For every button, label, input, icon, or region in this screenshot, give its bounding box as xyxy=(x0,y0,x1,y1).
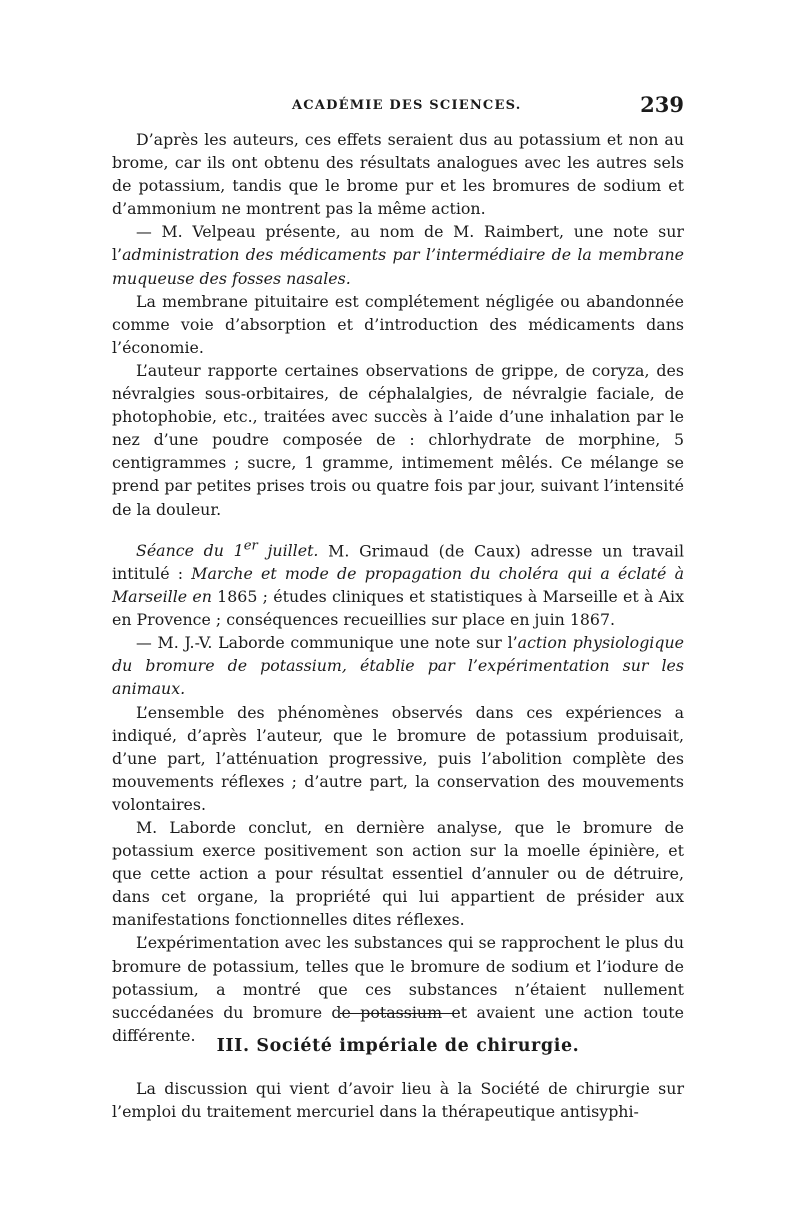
paragraph-laborde-note xyxy=(112,631,684,700)
laborde-note-title: action physiologique du bromure de potassium, établie par l’expérimentation sur les animaux. xyxy=(112,633,684,699)
section-heading: III. Société impériale de chirurgie. xyxy=(216,1036,580,1056)
paragraph-velpeau-note xyxy=(112,220,684,289)
section-text xyxy=(112,1077,684,1123)
velpeau-lead: — M. Velpeau présente, au nom de M. Raimbert, une note sur l’ xyxy=(112,222,684,265)
grimaud-lead: M. Grimaud (de Caux) adresse un travail intitulé : xyxy=(112,540,684,583)
paragraph-inhalation-treatment: L’auteur rapporte certaines observations de grippe, de coryza, des névralgies sous-orbitaires, de céphalalgies, de névralgie faciale, de photophobie, etc., traitées avec succès à l’aide d’une inhalation par le nez d’une poudre composée de : chlorhydrate de morphine, 5 centigrammes ; sucre, 1 gramme, intimement mêlés. Ce mélange se prend par petites prises trois ou quatre fois par jour, suivant l’intensité de la douleur. xyxy=(112,360,684,519)
paragraph-bromine-effects: D’après les auteurs, ces effets seraient dus au potassium et non au brome, car ils ont obtenu des résultats analogues avec les autres sels de potassium, tandis que le brome pur et les bromures de sodium et d’ammonium ne montrent pas la même action. xyxy=(112,130,684,219)
cholera-work-rest: 1865 ; études cliniques et statistiques à Marseille et à Aix en Provence ; conséquences recueillies sur place en juin 1867. xyxy=(112,587,684,630)
page-header xyxy=(112,92,684,122)
session-superscript: er xyxy=(243,538,258,554)
cholera-work-title: Marche et mode de propagation du choléra qui a éclaté à Marseille en xyxy=(112,563,684,607)
main-text xyxy=(112,128,684,1047)
session-date: Séance du 1er juillet. xyxy=(136,538,319,560)
paragraph-session-july xyxy=(112,535,684,632)
page-number: 239 xyxy=(640,92,684,117)
paragraph-experimentation: L’expérimentation avec les substances qui se rapprochent le plus du bromure de potassium, telles que le bromure de sodium et l’iodure de potassium, a montré que ces substances n’étaient nullement succédanées du bromure de potassium et avaient une action toute différente. xyxy=(112,933,684,1045)
velpeau-note-title: administration des médicaments par l’intermédiaire de la membrane muqueuse des fosses nasales. xyxy=(112,245,684,288)
section-divider xyxy=(340,1013,460,1014)
paragraph-laborde-conclusion: M. Laborde conclut, en dernière analyse, que le bromure de potassium exerce positivement son action sur la moelle épinière, et que cette action a pour résultat essentiel d’annuler ou de détruire, dans cet organe, la propriété qui lui appartient de présider aux manifestations fonctionnelles dites réflexes. xyxy=(112,817,684,930)
running-head: ACADÉMIE DES SCIENCES. xyxy=(292,98,522,113)
laborde-lead: — M. J.-V. Laborde communique une note sur l’ xyxy=(136,633,518,653)
paragraph-surgery-discussion: La discussion qui vient d’avoir lieu à la Société de chirurgie sur l’emploi du traitement mercuriel dans la thérapeutique antisyphi- xyxy=(112,1079,684,1122)
paragraph-phenomena: L’ensemble des phénomènes observés dans ces expériences a indiqué, d’après l’auteur, que le bromure de potassium produisait, d’une part, l’atténuation progressive, puis l’abolition complète des mouvements réflexes ; d’autre part, la conservation des mouvements volontaires. xyxy=(112,702,684,814)
paragraph-pituitary-membrane: La membrane pituitaire est complétement négligée ou abandonnée comme voie d’absorption et d’introduction des médicaments dans l’économie. xyxy=(112,291,684,357)
